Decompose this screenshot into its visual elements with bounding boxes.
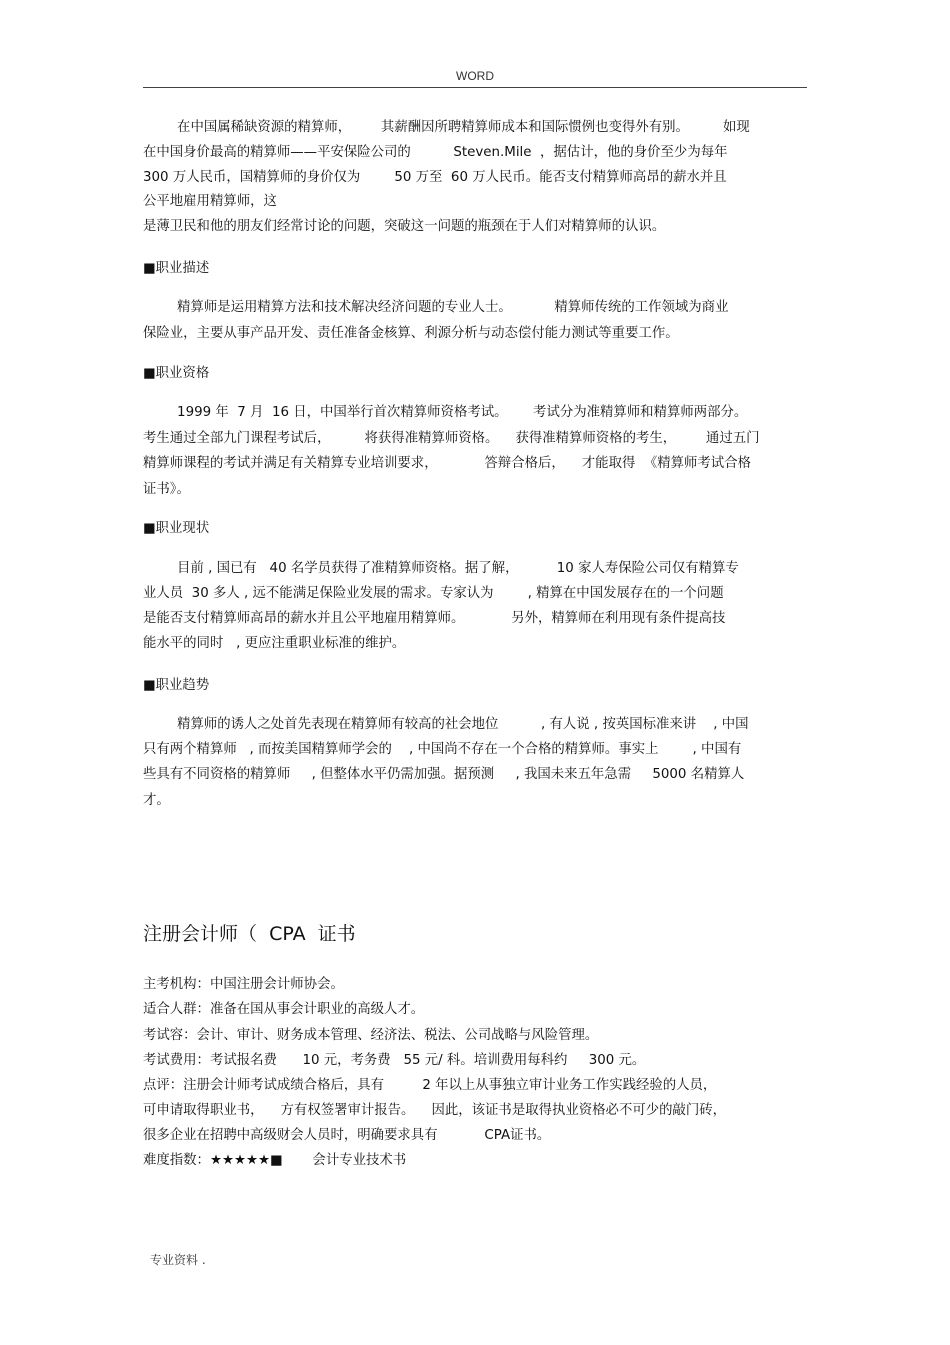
cpa-line: 可申请取得职业书， 方有权签署审计报告。 因此，该证书是取得执业资格必不可少的敲门砖， <box>143 1103 727 1118</box>
body-line: 1999 年 7 月 16 日，中国举行首次精算师资格考试。 考试分为准精算师和精算师两部分。 <box>143 405 748 420</box>
body-line: 才。 <box>143 793 170 808</box>
body-line: 在中国属稀缺资源的精算师， 其薪酬因所聘精算师成本和国际惯例也变得外有别。 如现 <box>143 120 750 135</box>
cpa-line: 很多企业在招聘中高级财会人员时，明确要求具有 CPA证书。 <box>143 1128 551 1143</box>
page-header: WORD <box>456 69 494 83</box>
section-heading: ■职业现状 <box>143 521 210 536</box>
cpa-line: 点评：注册会计师考试成绩合格后，具有 2 年以上从事独立审计业务工作实践经验的人员， <box>143 1078 717 1093</box>
cpa-line: 考试费用：考试报名费 10 元，考务费 55 元/ 科。培训费用每科约 300 元。 <box>143 1053 646 1068</box>
body-line: 只有两个精算师 , 而按美国精算师学会的 , 中国尚不存在一个合格的精算师。事实上 , 中国有 <box>143 742 742 757</box>
body-line: 在中国身价最高的精算师——平安保险公司的 Steven.Mile ，据估计，他的身价至少为每年 <box>143 145 728 160</box>
body-line: 精算师是运用精算方法和技术解决经济问题的专业人士。 精算师传统的工作领域为商业 <box>143 300 729 315</box>
body-line: 300 万人民币，国精算师的身价仅为 50 万至 60 万人民币。能否支付精算师高昂的薪水并且 <box>143 170 727 185</box>
cpa-line: 适合人群：准备在国从事会计职业的高级人才。 <box>143 1002 425 1017</box>
cpa-line: 主考机构：中国注册会计师协会。 <box>143 977 344 992</box>
body-line: 些具有不同资格的精算师 , 但整体水平仍需加强。据预测 , 我国未来五年急需 5000 名精算人 <box>143 767 745 782</box>
body-line: 考生通过全部九门课程考试后， 将获得准精算师资格。 获得准精算师资格的考生， 通过五门 <box>143 431 760 446</box>
header-rule <box>143 87 807 88</box>
body-line: 是能否支付精算师高昂的薪水并且公平地雇用精算师。 另外，精算师在利用现有条件提高技 <box>143 611 726 626</box>
section-heading: ■职业趋势 <box>143 678 210 693</box>
body-line: 公平地雇用精算师，这 <box>143 194 277 209</box>
body-line: 是薄卫民和他的朋友们经常讨论的问题，突破这一问题的瓶颈在于人们对精算师的认识。 <box>143 219 666 234</box>
body-line: 保险业，主要从事产品开发、责任准备金核算、利源分析与动态偿付能力测试等重要工作。 <box>143 326 679 341</box>
cpa-line: 难度指数：★★★★★■ 会计专业技术书 <box>143 1153 407 1168</box>
body-line: 目前 , 国已有 40 名学员获得了准精算师资格。据了解， 10 家人寿保险公司仅有精算专 <box>143 561 739 576</box>
section-heading: ■职业资格 <box>143 366 210 381</box>
cpa-line: 考试容：会计、审计、财务成本管理、经济法、税法、公司战略与风险管理。 <box>143 1028 599 1043</box>
body-line: 业人员 30 多人 , 远不能满足保险业发展的需求。专家认为 , 精算在中国发展存在的一个问题 <box>143 586 724 601</box>
cpa-title: 注册会计师（ CPA 证书 <box>143 923 356 945</box>
body-line: 精算师课程的考试并满足有关精算专业培训要求， 答辩合格后， 才能取得 《精算师考试合格 <box>143 456 751 471</box>
body-line: 证书》。 <box>143 482 190 497</box>
page-footer: 专业资料 . <box>150 1253 206 1267</box>
section-heading: ■职业描述 <box>143 261 210 276</box>
body-line: 精算师的诱人之处首先表现在精算师有较高的社会地位 , 有人说 , 按英国标准来讲 , 中国 <box>143 717 749 732</box>
body-line: 能水平的同时 , 更应注重职业标准的维护。 <box>143 636 406 651</box>
